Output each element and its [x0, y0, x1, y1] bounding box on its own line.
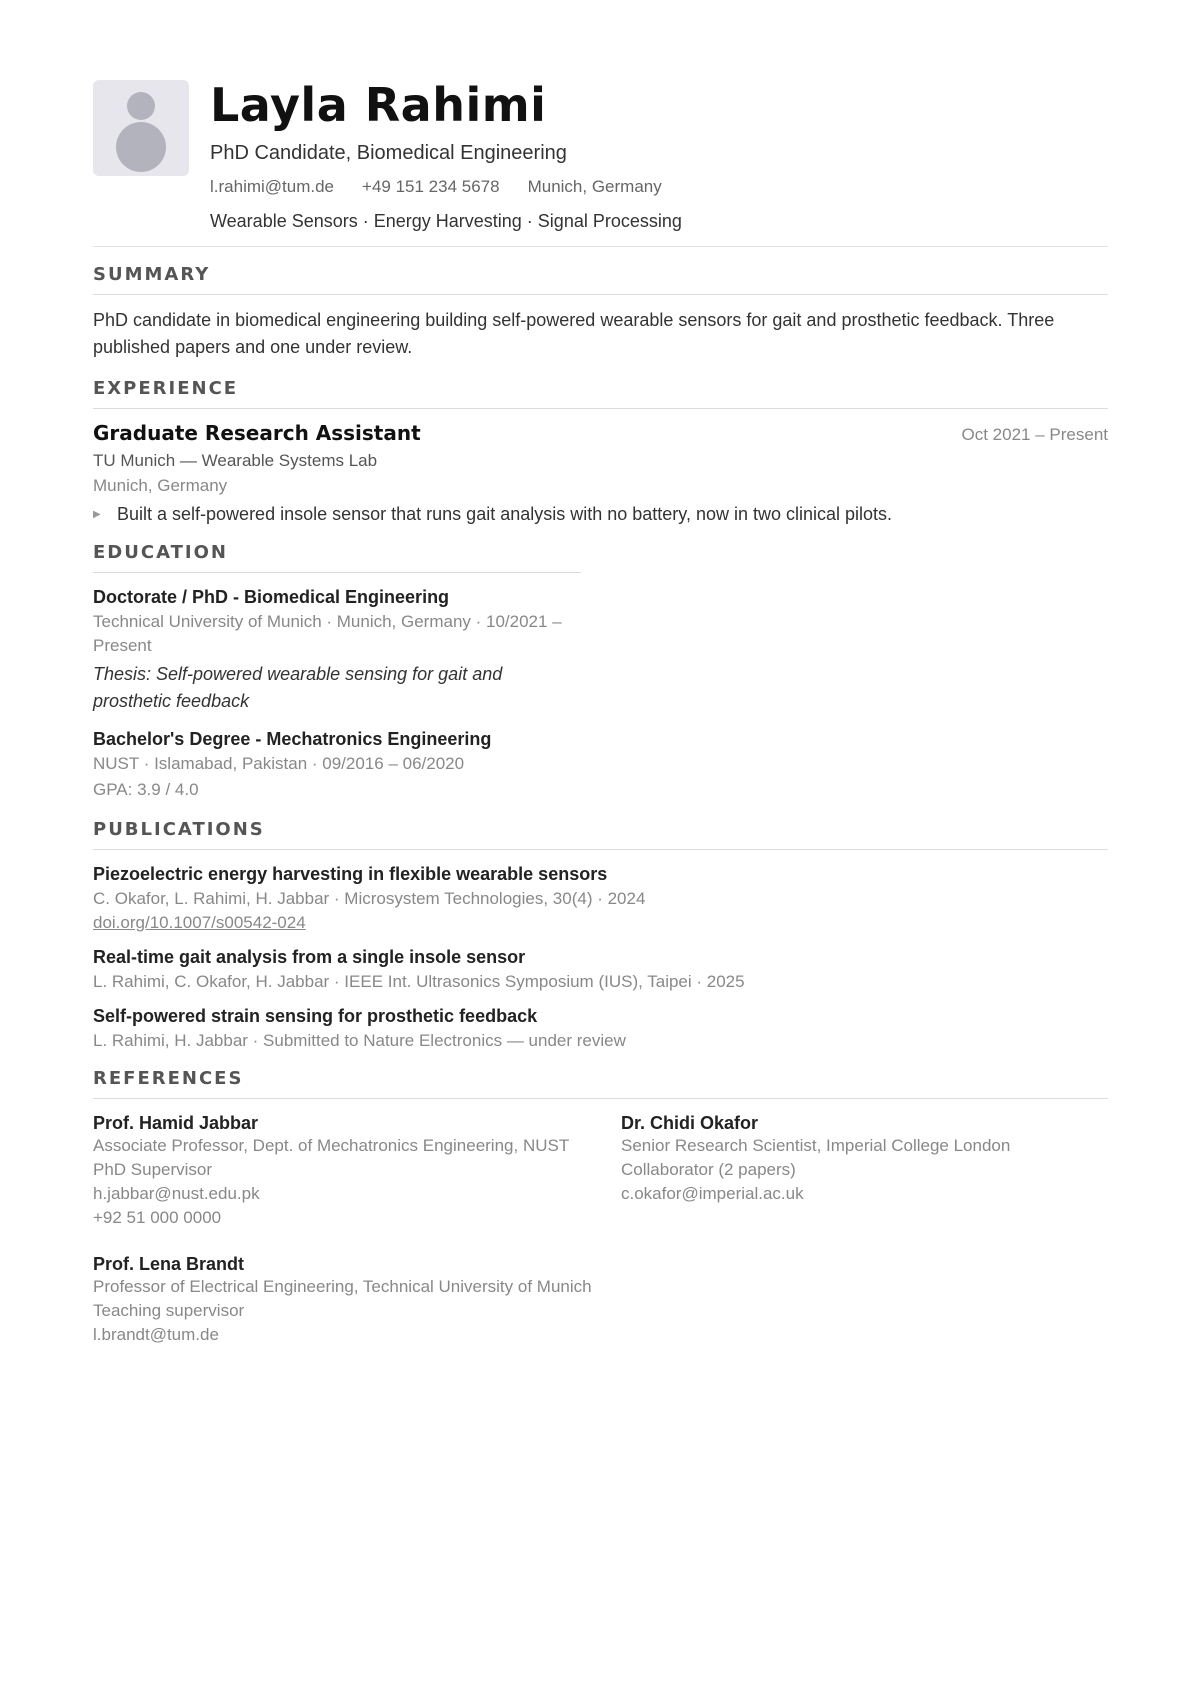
headline: PhD Candidate, Biomedical Engineering [210, 142, 567, 164]
degree-gpa: GPA: 3.9 / 4.0 [93, 780, 199, 799]
reference-email[interactable]: c.okafor@imperial.ac.uk [621, 1184, 804, 1203]
resume-header [93, 80, 1108, 246]
reference-relation: PhD Supervisor [93, 1160, 213, 1179]
reference-position: Senior Research Scientist, Imperial College London [621, 1136, 1011, 1155]
publication-title: Real-time gait analysis from a single insole sensor [93, 947, 526, 967]
bullet-text: Built a self-powered insole sensor that runs gait analysis with no battery, now in two clinical pilots. [117, 504, 893, 524]
section-title: EDUCATION [93, 542, 581, 573]
avatar-body-shape [116, 122, 166, 172]
reference-position: Professor of Electrical Engineering, Technical University of Munich [93, 1277, 592, 1296]
section-title: PUBLICATIONS [93, 819, 1108, 850]
header-info [210, 80, 1108, 232]
phone-number: +49 151 234 5678 [362, 177, 500, 196]
publication-meta: L. Rahimi, H. Jabbar · Submitted to Nature Electronics — under review [93, 1031, 626, 1050]
education-section [93, 542, 581, 802]
reference-item [621, 1113, 1109, 1206]
degree-title: Doctorate / PhD - Biomedical Engineering [93, 587, 450, 607]
reference-relation: Collaborator (2 papers) [621, 1160, 796, 1179]
candidate-name: Layla Rahimi [210, 78, 547, 132]
summary-section [93, 264, 1108, 361]
references-column-right [621, 1103, 1109, 1347]
references-grid [93, 1103, 1108, 1347]
publication-meta: C. Okafor, L. Rahimi, H. Jabbar · Microsystem Technologies, 30(4) · 2024 [93, 889, 646, 908]
degree-meta: Technical University of Munich · Munich, Germany · 10/2021 – Present [93, 612, 562, 655]
publication-meta: L. Rahimi, C. Okafor, H. Jabbar · IEEE Int. Ultrasonics Symposium (IUS), Taipei · 2025 [93, 972, 745, 991]
job-role: Graduate Research Assistant [93, 421, 421, 445]
job-org: TU Munich — Wearable Systems Lab [93, 451, 378, 470]
interests-line: Wearable Sensors · Energy Harvesting · Signal Processing [210, 211, 682, 231]
summary-text: PhD candidate in biomedical engineering building self-powered wearable sensors for gait and prosthetic feedback. Three published papers and one under review. [93, 310, 1055, 357]
reference-name: Prof. Lena Brandt [93, 1254, 245, 1274]
header-divider [93, 246, 1108, 247]
publication-item [93, 1006, 1108, 1051]
section-title: SUMMARY [93, 264, 1108, 295]
job-bullet [93, 504, 1108, 525]
reference-item [93, 1254, 621, 1347]
location: Munich, Germany [527, 177, 662, 196]
section-title: REFERENCES [93, 1068, 1108, 1099]
education-item [93, 729, 581, 802]
thesis-title: Thesis: Self-powered wearable sensing for gait and prosthetic feedback [93, 664, 503, 711]
reference-item [93, 1113, 621, 1230]
avatar [93, 80, 189, 176]
contact-line [210, 177, 1108, 197]
experience-item [93, 421, 1108, 525]
references-column-left [93, 1103, 621, 1347]
section-title: EXPERIENCE [93, 378, 1108, 409]
reference-phone: +92 51 000 0000 [93, 1208, 222, 1227]
bullet-triangle-icon: ▶ [93, 509, 101, 520]
degree-title: Bachelor's Degree - Mechatronics Engineering [93, 729, 492, 749]
publication-title: Piezoelectric energy harvesting in flexible wearable sensors [93, 864, 608, 884]
publications-section [93, 819, 1108, 1051]
publication-item [93, 947, 1108, 992]
job-location: Munich, Germany [93, 476, 228, 495]
email-link[interactable]: l.rahimi@tum.de [210, 177, 335, 196]
job-dates: Oct 2021 – Present [961, 425, 1108, 444]
avatar-head-shape [127, 92, 155, 120]
publication-item [93, 864, 1108, 933]
reference-name: Prof. Hamid Jabbar [93, 1113, 259, 1133]
experience-section [93, 378, 1108, 525]
publication-doi-link[interactable]: doi.org/10.1007/s00542-024 [93, 913, 306, 932]
reference-email[interactable]: l.brandt@tum.de [93, 1325, 219, 1344]
reference-email[interactable]: h.jabbar@nust.edu.pk [93, 1184, 260, 1203]
reference-name: Dr. Chidi Okafor [621, 1113, 759, 1133]
references-section [93, 1068, 1108, 1347]
reference-position: Associate Professor, Dept. of Mechatronics Engineering, NUST [93, 1136, 570, 1155]
reference-relation: Teaching supervisor [93, 1301, 245, 1320]
education-item [93, 587, 581, 715]
publication-title: Self-powered strain sensing for prosthetic feedback [93, 1006, 538, 1026]
degree-meta: NUST · Islamabad, Pakistan · 09/2016 – 06/2020 [93, 754, 465, 773]
